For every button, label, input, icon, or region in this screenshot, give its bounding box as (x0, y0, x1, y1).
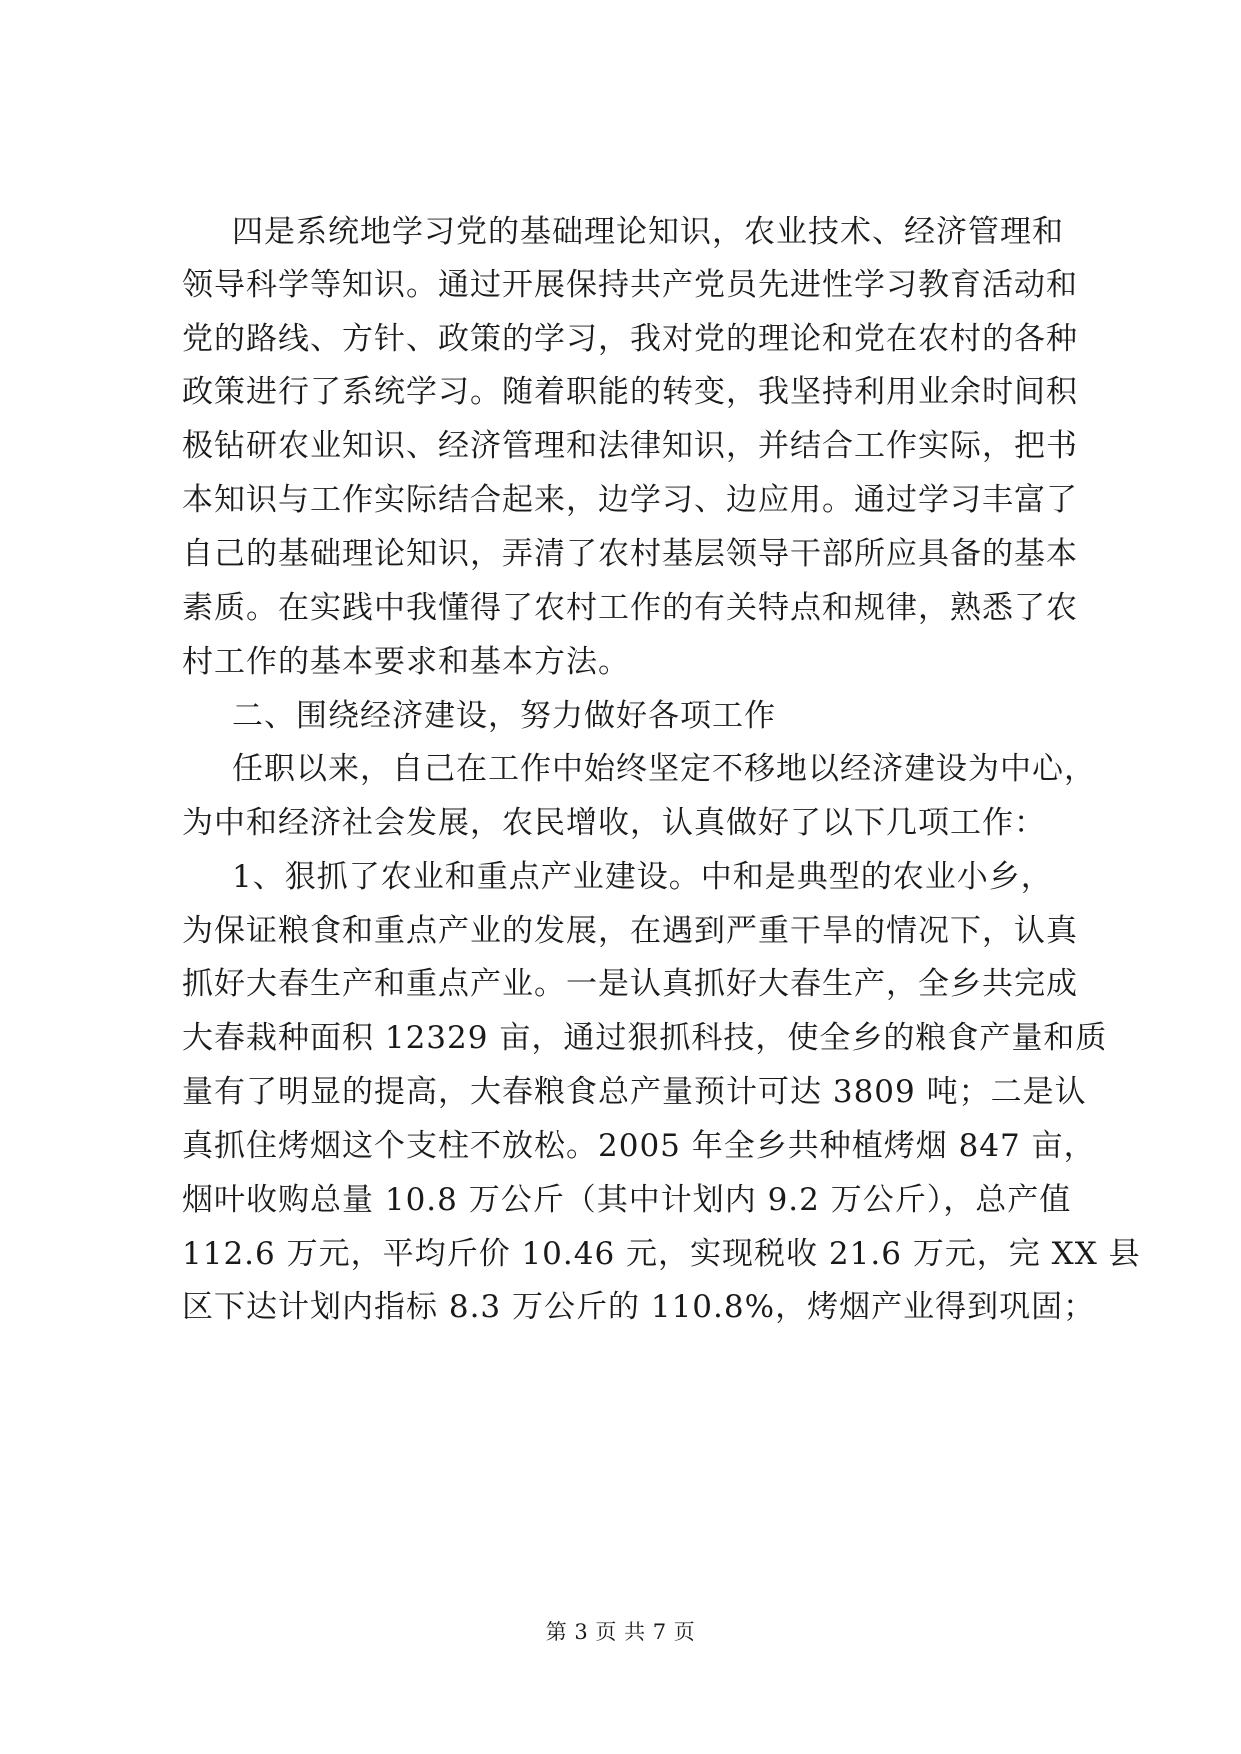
section-heading: 二、围绕经济建设，努力做好各项工作 (232, 698, 776, 734)
paragraph-1-line-3: 党的路线、方针、政策的学习，我对党的理论和党在农村的各种 (182, 321, 1078, 357)
page-number-footer: 第 3 页 共 7 页 (545, 1620, 696, 1644)
paragraph-3-line-4: 大春栽种面积 12329 亩，通过狠抓科技，使全乡的粮食产量和质 (182, 1020, 1108, 1056)
paragraph-2-line-2: 为中和经济社会发展，农民增收，认真做好了以下几项工作： (182, 805, 1046, 841)
paragraph-1-line-5: 极钻研农业知识、经济管理和法律知识，并结合工作实际，把书 (182, 428, 1078, 464)
paragraph-1-line-6: 本知识与工作实际结合起来，边学习、边应用。通过学习丰富了 (182, 482, 1078, 518)
paragraph-3-line-2: 为保证粮食和重点产业的发展，在遇到严重干旱的情况下，认真 (182, 913, 1078, 949)
paragraph-3-line-8: 112.6 万元，平均斤价 10.46 元，实现税收 21.6 万元，完 XX 县 (182, 1236, 1141, 1272)
paragraph-3-line-9: 区下达计划内指标 8.3 万公斤的 110.8%，烤烟产业得到巩固； (182, 1289, 1096, 1325)
paragraph-1-line-4: 政策进行了系统学习。随着职能的转变，我坚持利用业余时间积 (182, 374, 1078, 410)
paragraph-3-line-1: 1、狠抓了农业和重点产业建设。中和是典型的农业小乡， (232, 859, 1053, 895)
paragraph-2-line-1: 任职以来，自己在工作中始终坚定不移地以经济建设为中心， (232, 751, 1096, 787)
paragraph-1-line-9: 村工作的基本要求和基本方法。 (182, 644, 630, 680)
paragraph-1-line-8: 素质。在实践中我懂得了农村工作的有关特点和规律，熟悉了农 (182, 590, 1078, 626)
paragraph-3-line-6: 真抓住烤烟这个支柱不放松。2005 年全乡共种植烤烟 847 亩， (182, 1128, 1096, 1164)
paragraph-1-line-7: 自己的基础理论知识，弄清了农村基层领导干部所应具备的基本 (182, 536, 1078, 572)
paragraph-3-line-5: 量有了明显的提高，大春粮食总产量预计可达 3809 吨；二是认 (182, 1074, 1087, 1110)
paragraph-1-line-2: 领导科学等知识。通过开展保持共产党员先进性学习教育活动和 (182, 267, 1078, 303)
paragraph-3-line-7: 烟叶收购总量 10.8 万公斤（其中计划内 9.2 万公斤），总产值 (182, 1182, 1072, 1218)
paragraph-3-line-3: 抓好大春生产和重点产业。一是认真抓好大春生产，全乡共完成 (182, 966, 1078, 1002)
paragraph-1-line-1: 四是系统地学习党的基础理论知识，农业技术、经济管理和 (232, 214, 1064, 250)
